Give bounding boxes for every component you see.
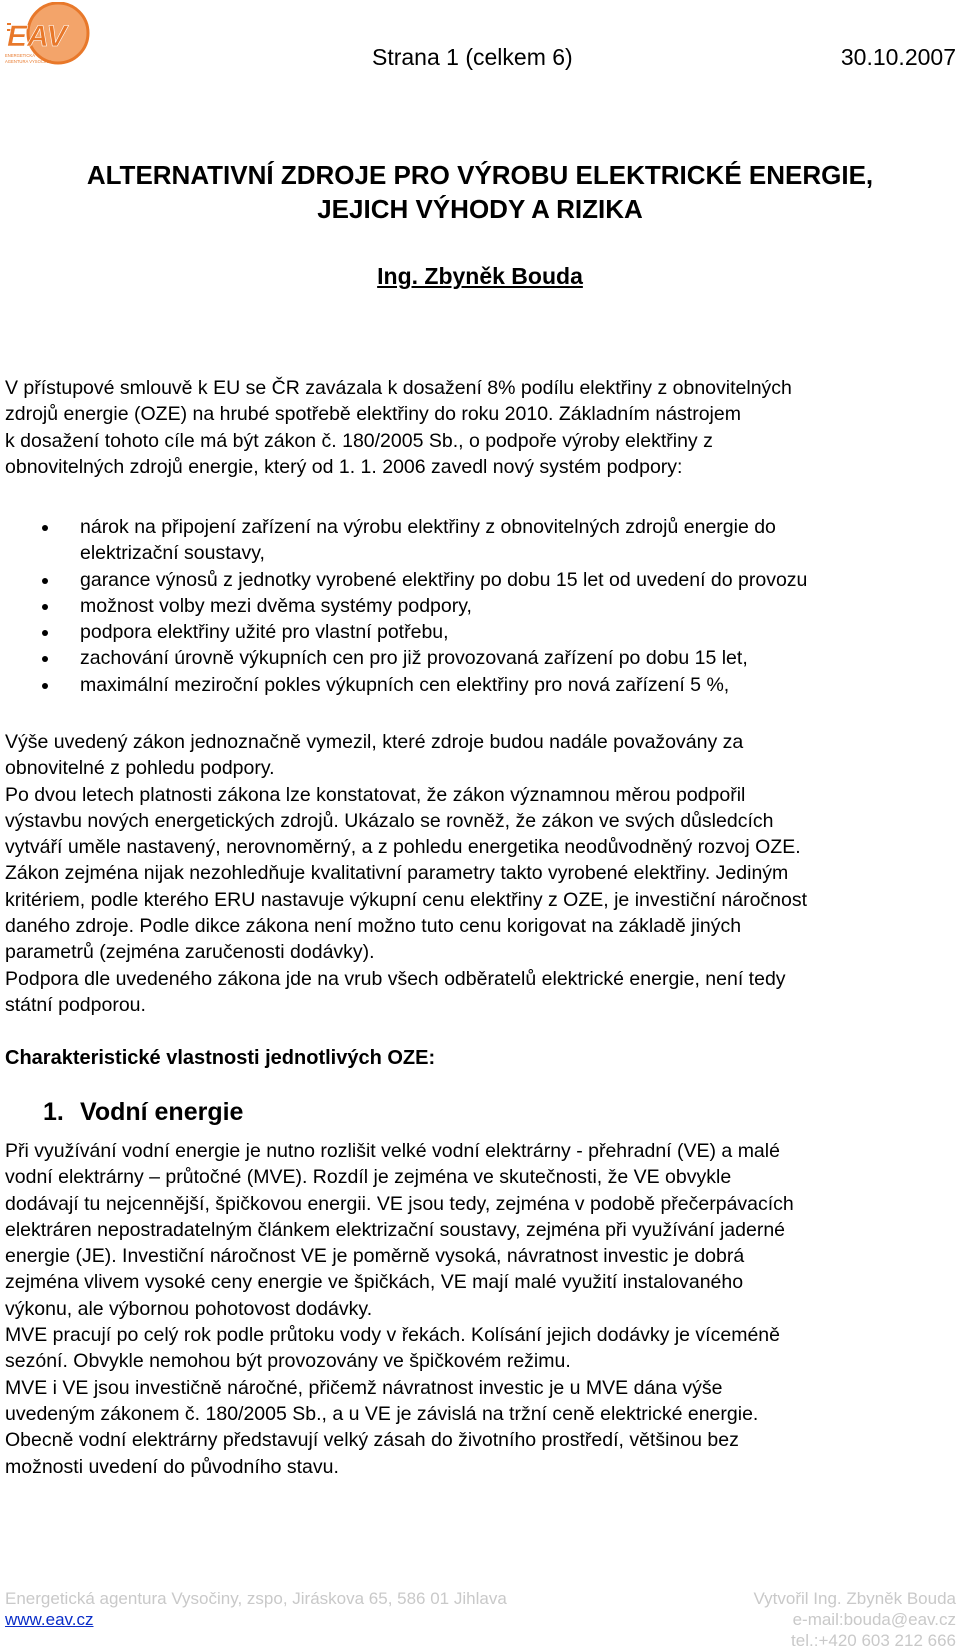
bullet-icon (42, 525, 48, 531)
text-line: Výše uvedený zákon jednoznačně vymezil, které zdroje budou nadále považovány za (5, 731, 744, 753)
text-line: MVE pracují po celý rok podle průtoku vody v řekách. Kolísání jejich dodávky je víceméně (5, 1324, 780, 1347)
text-line: dodávají tu nejcennější, špičkovou energii. VE jsou tedy, zejména v podobě přečerpávacích (5, 1192, 794, 1215)
document-title (0, 158, 960, 226)
text-line: obnovitelných zdrojů energie, který od 1. 1. 2006 zavedl nový systém podpory: (5, 455, 683, 478)
text-line: k dosažení tohoto cíle má být zákon č. 180/2005 Sb., o podpoře výroby elektřiny z (5, 429, 713, 452)
text-line: státní podporou. (5, 993, 146, 1016)
list-item (0, 672, 960, 698)
svg-text:AGENTURA VYSOČINY: AGENTURA VYSOČINY (5, 59, 51, 64)
text-line: Obecně vodní elektrárny představují velký zásah do životního prostředí, většinou bez (5, 1429, 739, 1452)
agency-address: Energetická agentura Vysočiny, zspo, Jiráskova 65, 586 01 Jihlava (5, 1589, 507, 1608)
subsection-heading (43, 1098, 243, 1127)
eav-logo (3, 2, 99, 68)
text-line: vodní elektrárny – průtočné (MVE). Rozdíl je zejména ve skutečnosti, že VE obvykle (5, 1166, 732, 1189)
text-line: uvedeným zákonem č. 180/2005 Sb., a u VE je závislá na tržní ceně elektrické energie. (5, 1402, 759, 1425)
text-line: obnovitelné z pohledu podpory. (5, 757, 275, 780)
list-item-text: garance výnosů z jednotky vyrobené elektřiny po dobu 15 let od uvedení do provozu (80, 568, 808, 591)
text-line: Podpora dle uvedeného zákona jde na vrub všech odběratelů elektrické energie, není tedy (5, 967, 786, 990)
text-line: výkonu, ale výbornou pohotovost dodávky. (5, 1297, 373, 1320)
intro-paragraph (5, 375, 957, 480)
main-paragraph (5, 729, 957, 1018)
text-line: výstavbu nových energetických zdrojů. Ukázalo se rovněž, že zákon ve svých důsledcích (5, 809, 774, 832)
list-item-text: nárok na připojení zařízení na výrobu elektřiny z obnovitelných zdrojů energie do (80, 516, 776, 538)
list-item (0, 619, 960, 645)
bullet-icon (42, 630, 48, 636)
website-link[interactable]: www.eav.cz (5, 1610, 94, 1629)
heading-text: Vodní energie (80, 1098, 244, 1126)
text-line: Při využívání vodní energie je nutno rozlišit velké vodní elektrárny - přehradní (VE) a malé (5, 1140, 780, 1162)
text-line: vytváří uměle nastavený, nerovnoměrný, a z pohledu energetika neodůvodněný rozvoj OZE. (5, 836, 801, 859)
support-list (0, 514, 960, 698)
email-address: e-mail:bouda@eav.cz (792, 1610, 956, 1629)
text-line: daného zdroje. Podle dikce zákona není možno tuto cenu korigovat na základě jiných (5, 915, 742, 938)
text-line: energie (JE). Investiční náročnost VE je poměrně vysoká, návratnost investic je dobrá (5, 1245, 745, 1268)
text-line: parametrů (zejména zaručenosti dodávky). (5, 941, 375, 964)
heading-number: 1. (43, 1098, 64, 1126)
title-line-2: JEJICH VÝHODY A RIZIKA (317, 194, 643, 224)
bullet-icon (42, 578, 48, 584)
list-item-text: zachování úrovně výkupních cen pro již provozovaná zařízení po dobu 15 let, (80, 647, 748, 670)
phone-number: tel.:+420 603 212 666 (791, 1631, 956, 1650)
text-line: kritériem, podle kterého ERU nastavuje výkupní cenu elektřiny z OZE, je investiční náročnost (5, 888, 808, 911)
list-item-text: možnost volby mezi dvěma systémy podpory, (80, 594, 472, 617)
bullet-icon (42, 656, 48, 662)
text-line: V přístupové smlouvě k EU se ČR zavázala k dosažení 8% podílu elektřiny z obnovitelných (5, 377, 792, 399)
text-line: možnosti uvedení do původního stavu. (5, 1455, 339, 1478)
footer-right (753, 1588, 956, 1651)
text-line: elektráren nepostradatelným článkem elektrizační soustavy, zejména při využívání jaderné (5, 1218, 786, 1241)
author-name: Ing. Zbyněk Bouda (377, 263, 583, 289)
page-number: Strana 1 (celkem 6) (372, 44, 573, 70)
list-item (0, 514, 960, 567)
title-line-1: ALTERNATIVNÍ ZDROJE PRO VÝROBU ELEKTRICKÉ ENERGIE, (86, 160, 874, 190)
svg-text:ENERGETICKÁ: ENERGETICKÁ (5, 53, 36, 58)
text-line: sezóní. Obvykle nemohou být provozovány ve špičkovém režimu. (5, 1350, 571, 1373)
svg-text:EAV: EAV (7, 20, 67, 53)
bullet-icon (42, 683, 48, 689)
text-line: zejména vlivem vysoké ceny energie ve špičkách, VE mají malé využití instalovaného (5, 1271, 744, 1294)
bullet-icon (42, 604, 48, 610)
footer-left (5, 1588, 507, 1630)
text-line: Zákon zejména nijak nezohledňuje kvalitativní parametry takto vyrobené elektřiny. Jediným (5, 862, 789, 885)
list-item-text: maximální meziroční pokles výkupních cen elektřiny pro nová zařízení 5 %, (80, 673, 730, 696)
section-heading: Charakteristické vlastnosti jednotlivých OZE: (5, 1047, 436, 1069)
created-by: Vytvořil Ing. Zbyněk Bouda (753, 1589, 956, 1608)
document-date: 30.10.2007 (840, 44, 956, 70)
text-line: Po dvou letech platnosti zákona lze konstatovat, že zákon významnou měrou podpořil (5, 783, 746, 806)
list-item (0, 645, 960, 671)
list-item-text: podpora elektřiny užité pro vlastní potřebu, (80, 621, 449, 644)
text-line: zdrojů energie (OZE) na hrubé spotřebě elektřiny do roku 2010. Základním nástrojem (5, 403, 741, 426)
water-energy-paragraph (5, 1138, 957, 1480)
list-item-text: elektrizační soustavy, (80, 542, 265, 565)
text-line: MVE i VE jsou investičně náročné, přičemž návratnost investic je u MVE dána výše (5, 1376, 723, 1399)
list-item (0, 593, 960, 619)
list-item (0, 567, 960, 593)
